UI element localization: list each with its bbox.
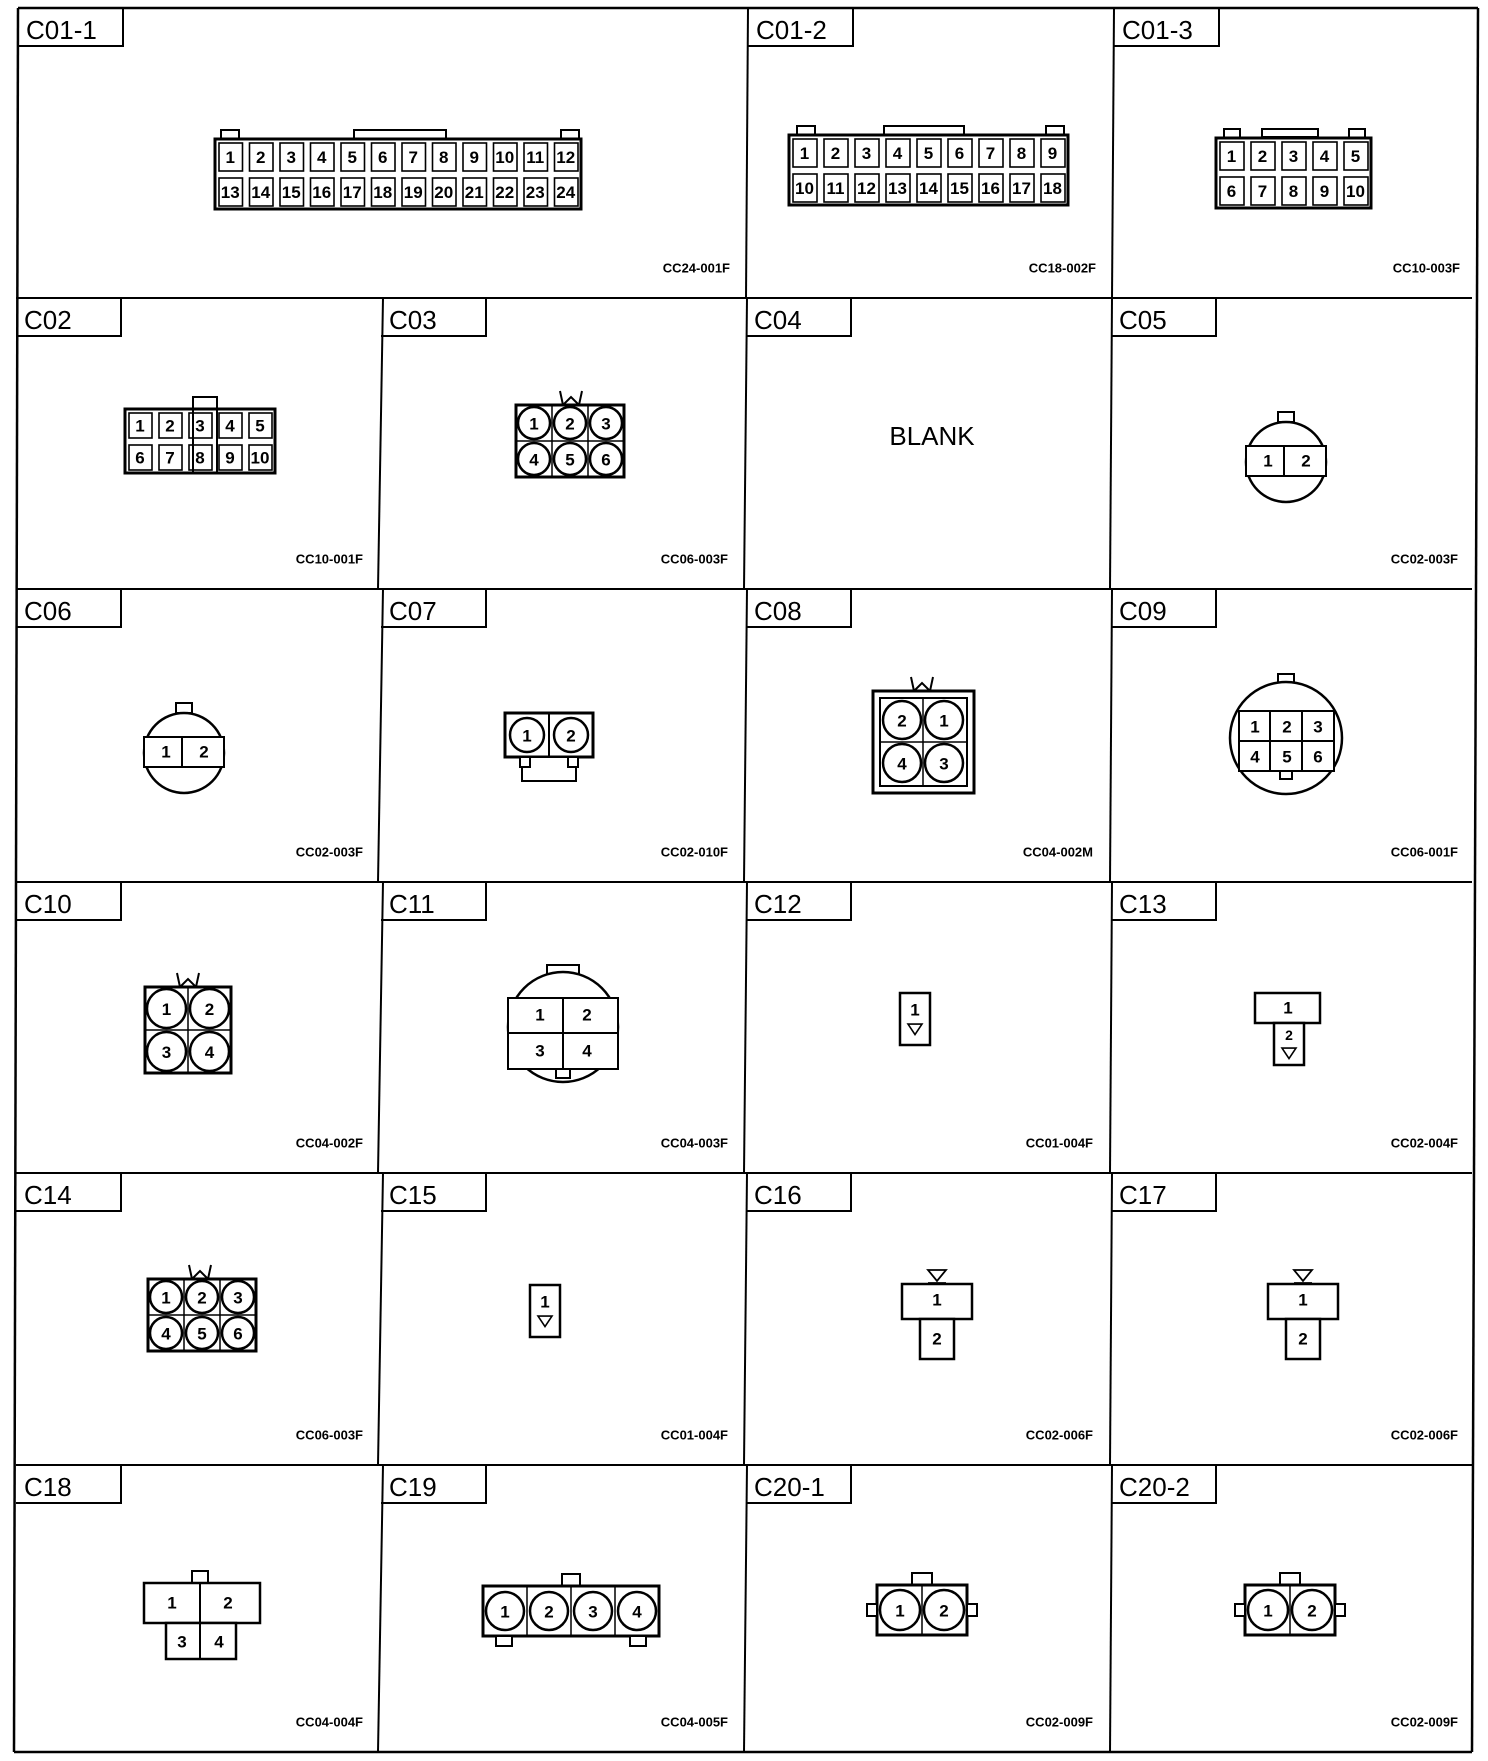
pin-number: 1 <box>167 1593 177 1613</box>
pin-number: 10 <box>495 148 515 167</box>
pin-number: 2 <box>1307 1601 1317 1621</box>
connector-label: C11 <box>389 889 435 919</box>
connector-label: C08 <box>754 596 802 626</box>
pin-number: 4 <box>897 754 907 774</box>
lock-tab <box>520 757 530 767</box>
pin-number: 24 <box>556 183 576 202</box>
pin-number: 6 <box>233 1324 243 1344</box>
pin-number: 2 <box>165 416 175 436</box>
connector-label: C02 <box>24 305 72 335</box>
pin-number: 1 <box>939 711 949 731</box>
pin-number: 6 <box>378 148 388 167</box>
pin-number: 13 <box>888 179 907 198</box>
connector-cell-c15 <box>381 1173 728 1443</box>
pin-number: 16 <box>312 183 332 202</box>
pin-number: 3 <box>161 1043 172 1062</box>
side-tab <box>967 1604 977 1616</box>
outline <box>1110 589 1112 882</box>
pin-number: 4 <box>161 1324 171 1344</box>
pin-number: 1 <box>225 148 235 167</box>
outline <box>378 298 383 589</box>
part-code: CC02-006F <box>1025 1427 1093 1443</box>
outline <box>1110 298 1112 589</box>
connector-cell-c14 <box>16 1173 363 1443</box>
pin-number: 1 <box>1250 717 1260 737</box>
connector-label: C17 <box>1119 1180 1167 1210</box>
outline <box>744 298 747 589</box>
pin-number: 12 <box>556 148 576 167</box>
connector-label: C04 <box>754 305 802 335</box>
outline <box>744 1173 747 1465</box>
pin-number: 2 <box>1285 1027 1293 1043</box>
connector-cell-c02 <box>16 298 363 567</box>
pin-number: 5 <box>347 148 357 167</box>
outline <box>378 1173 383 1465</box>
pin-number: 11 <box>826 179 845 198</box>
connector-cell-c16 <box>746 1173 1093 1443</box>
pin-number: 3 <box>861 144 872 163</box>
outline <box>378 882 383 1173</box>
pin-number: 1 <box>932 1290 942 1310</box>
lock-tab <box>192 1571 208 1583</box>
pin-number: 2 <box>197 1288 207 1308</box>
pin-number: 7 <box>408 148 418 167</box>
pin-number: 6 <box>1313 747 1323 767</box>
latch-icon <box>177 973 199 987</box>
pin-number: 2 <box>204 1000 215 1019</box>
outline <box>378 1465 383 1752</box>
pin-number: 5 <box>565 450 575 470</box>
pin-number: 1 <box>1298 1290 1308 1310</box>
pin-number: 3 <box>535 1041 545 1061</box>
part-code: CC02-010F <box>660 844 728 860</box>
pin-block <box>1246 446 1326 476</box>
pin-number: 4 <box>204 1043 215 1062</box>
connector-label: C01-2 <box>756 15 827 45</box>
pin-number: 9 <box>1319 182 1330 201</box>
part-code: CC02-003F <box>1390 551 1458 567</box>
pin-number: 1 <box>161 1288 171 1308</box>
pin-number: 6 <box>135 448 145 468</box>
connector-label: C13 <box>1119 889 1167 919</box>
part-code: CC10-001F <box>295 551 363 567</box>
pin-number: 1 <box>540 1292 550 1312</box>
connector-cell-c08 <box>746 589 1093 860</box>
pin-number: 2 <box>223 1593 233 1613</box>
pin-number: 6 <box>601 450 611 470</box>
pin-number: 1 <box>1226 147 1237 166</box>
pin-number: 2 <box>1257 147 1268 166</box>
pin-number: 21 <box>464 183 484 202</box>
latch-icon <box>911 677 933 691</box>
pin-number: 14 <box>919 179 938 198</box>
part-code: CC06-003F <box>295 1427 363 1443</box>
lock-tab <box>562 1574 580 1586</box>
lock-tab <box>1262 129 1318 137</box>
pin-number: 1 <box>535 1005 545 1025</box>
blank-label: BLANK <box>889 421 975 451</box>
connector-label: C09 <box>1119 596 1167 626</box>
pin-number: 4 <box>214 1632 224 1652</box>
pin-number: 3 <box>195 416 205 436</box>
pin-number: 22 <box>495 183 515 202</box>
connector-cell-c18 <box>16 1465 363 1730</box>
lock-tab <box>1278 412 1294 422</box>
pin-number: 8 <box>439 148 449 167</box>
pin-number: 4 <box>1250 747 1260 767</box>
pin-number: 9 <box>225 448 235 468</box>
pin-number: 13 <box>220 183 240 202</box>
pin-number: 20 <box>434 183 454 202</box>
side-tab <box>1235 1604 1245 1616</box>
pin-number: 2 <box>1298 1329 1308 1349</box>
pin-number: 2 <box>1282 717 1292 737</box>
connector-label: C06 <box>24 596 72 626</box>
lock-tab <box>568 757 578 767</box>
lock-tab <box>176 703 192 713</box>
connector-cell-c09 <box>1111 589 1458 860</box>
pin-number: 2 <box>939 1601 949 1621</box>
pin-number: 1 <box>1263 451 1273 471</box>
connector-cell-c19 <box>381 1465 728 1730</box>
pin-number: 6 <box>954 144 965 163</box>
part-code: CC04-002F <box>295 1135 363 1151</box>
pin-number: 9 <box>469 148 479 167</box>
pin-number: 5 <box>255 416 265 436</box>
pin-number: 2 <box>565 414 575 434</box>
connector-cell-c11 <box>381 882 728 1151</box>
pin-number: 19 <box>403 183 423 202</box>
pin-number: 5 <box>1350 147 1361 166</box>
outline <box>378 589 383 882</box>
pin-number: 2 <box>897 711 907 731</box>
part-code: CC02-003F <box>295 844 363 860</box>
pin-number: 3 <box>1313 717 1323 737</box>
key-notch <box>556 1069 570 1078</box>
part-code: CC18-002F <box>1028 260 1096 276</box>
lock-triangle-icon <box>1294 1270 1312 1281</box>
connector-label: C03 <box>389 305 437 335</box>
pin-number: 1 <box>135 416 145 436</box>
pin-number: 4 <box>1319 147 1330 166</box>
pin-number: 3 <box>588 1602 598 1622</box>
connector-label: C07 <box>389 596 437 626</box>
pin-number: 2 <box>544 1602 554 1622</box>
part-code: CC10-003F <box>1392 260 1460 276</box>
side-tab <box>867 1604 877 1616</box>
outline <box>1110 1173 1112 1465</box>
pin-number: 1 <box>522 726 532 746</box>
outline <box>744 589 747 882</box>
pin-number: 1 <box>1263 1601 1273 1621</box>
part-code: CC04-002M <box>1022 844 1093 860</box>
connector-label: C20-1 <box>754 1472 825 1502</box>
pin-number: 4 <box>317 148 327 167</box>
key-notch <box>1280 771 1292 779</box>
pin-number: 5 <box>923 144 934 163</box>
pin-number: 7 <box>1257 182 1268 201</box>
connector-label: C16 <box>754 1180 802 1210</box>
pin-number: 8 <box>1016 144 1027 163</box>
pin-number: 2 <box>582 1005 592 1025</box>
pin-number: 1 <box>799 144 810 163</box>
connector-label: C01-1 <box>26 15 97 45</box>
outline <box>1472 8 1478 1752</box>
part-code: CC24-001F <box>662 260 730 276</box>
part-code: CC04-004F <box>295 1714 363 1730</box>
housing-outline <box>144 1583 260 1623</box>
connector-cell-c10 <box>16 882 363 1151</box>
pin-number: 4 <box>632 1602 642 1622</box>
outline <box>746 8 748 298</box>
lock-tab <box>630 1636 646 1646</box>
part-code: CC01-004F <box>660 1427 728 1443</box>
pin-number: 8 <box>195 448 205 468</box>
outline <box>744 1465 747 1752</box>
pin-number: 11 <box>526 148 545 167</box>
pin-number: 1 <box>161 1000 172 1019</box>
pin-number: 4 <box>582 1041 592 1061</box>
part-code: CC02-004F <box>1390 1135 1458 1151</box>
pin-number: 10 <box>250 448 270 468</box>
pin-number: 2 <box>1301 451 1311 471</box>
pin-number: 8 <box>1288 182 1299 201</box>
connector-label: C10 <box>24 889 72 919</box>
pin-number: 17 <box>1012 179 1031 198</box>
connector-cell-c06 <box>16 589 363 860</box>
connector-cell-c20-2 <box>1111 1465 1458 1730</box>
pin-number: 7 <box>165 448 175 468</box>
pin-number: 3 <box>233 1288 243 1308</box>
grid-lines <box>14 8 1478 1752</box>
pin-number: 15 <box>950 179 969 198</box>
pin-number: 9 <box>1047 144 1058 163</box>
lock-tab <box>1280 1573 1300 1585</box>
pin-number: 4 <box>225 416 235 436</box>
pin-number: 5 <box>197 1324 207 1344</box>
latch-icon <box>189 1265 211 1279</box>
pin-number: 1 <box>500 1602 510 1622</box>
pin-number: 2 <box>199 742 209 762</box>
connector-label: C18 <box>24 1472 72 1502</box>
pin-number: 3 <box>939 754 949 774</box>
part-code: CC02-009F <box>1390 1714 1458 1730</box>
pin-number: 5 <box>1282 747 1292 767</box>
pin-number: 6 <box>1226 182 1237 201</box>
connector-label: C15 <box>389 1180 437 1210</box>
pin-number: 2 <box>256 148 266 167</box>
connector-cell-c05 <box>1111 298 1458 567</box>
outline <box>744 882 747 1173</box>
part-code: CC02-006F <box>1390 1427 1458 1443</box>
connector-cell-c12 <box>746 882 1093 1151</box>
pin-block <box>144 737 224 767</box>
connector-cell-c17 <box>1111 1173 1458 1443</box>
connector-label: C19 <box>389 1472 437 1502</box>
pin-number: 3 <box>601 414 611 434</box>
pin-number: 3 <box>1288 147 1299 166</box>
connector-cell-c01-3 <box>1114 8 1460 276</box>
connector-cell-c04 <box>746 298 975 451</box>
pin-number: 1 <box>529 414 539 434</box>
connector-label: C20-2 <box>1119 1472 1190 1502</box>
pin-number: 14 <box>251 183 271 202</box>
side-tab <box>1335 1604 1345 1616</box>
pin-number: 1 <box>910 1000 920 1020</box>
outline <box>1110 882 1112 1173</box>
pin-number: 10 <box>1346 182 1365 201</box>
connector-label: C12 <box>754 889 802 919</box>
pin-number: 16 <box>981 179 1000 198</box>
pin-number: 2 <box>566 726 576 746</box>
outline <box>14 8 18 1752</box>
connector-cell-c13 <box>1111 882 1458 1151</box>
pin-number: 12 <box>857 179 876 198</box>
part-code: CC04-003F <box>660 1135 728 1151</box>
pin-number: 10 <box>795 179 814 198</box>
connector-cell-c01-1 <box>18 8 730 276</box>
connector-label: C01-3 <box>1122 15 1193 45</box>
connector-label: C14 <box>24 1180 72 1210</box>
pin-number: 7 <box>985 144 996 163</box>
part-code: CC06-003F <box>660 551 728 567</box>
part-code: CC06-001F <box>1390 844 1458 860</box>
pin-number: 4 <box>529 450 539 470</box>
pin-number: 3 <box>286 148 296 167</box>
pin-number: 3 <box>177 1632 187 1652</box>
outline <box>1110 1465 1112 1752</box>
pin-number: 2 <box>830 144 841 163</box>
connector-label: C05 <box>1119 305 1167 335</box>
part-code: CC04-005F <box>660 1714 728 1730</box>
pin-number: 2 <box>932 1329 942 1349</box>
pin-number: 4 <box>892 144 903 163</box>
pin-number: 17 <box>342 183 362 202</box>
part-code: CC01-004F <box>1025 1135 1093 1151</box>
connector-cell-c01-2 <box>748 8 1096 276</box>
lock-tab <box>496 1636 512 1646</box>
pin-number: 1 <box>1283 998 1293 1018</box>
connector-cell-c20-1 <box>746 1465 1093 1730</box>
pin-number: 23 <box>525 183 545 202</box>
lock-triangle-icon <box>928 1270 946 1281</box>
connector-cell-c07 <box>381 589 728 860</box>
pin-number: 1 <box>161 742 171 762</box>
connector-cell-c03 <box>381 298 728 567</box>
pin-number: 18 <box>373 183 393 202</box>
pin-number: 1 <box>895 1601 905 1621</box>
part-code: CC02-009F <box>1025 1714 1093 1730</box>
lock-tab <box>912 1573 932 1585</box>
pin-number: 18 <box>1043 179 1062 198</box>
pin-number: 15 <box>281 183 301 202</box>
outline <box>1112 8 1114 298</box>
latch-icon <box>560 391 582 405</box>
